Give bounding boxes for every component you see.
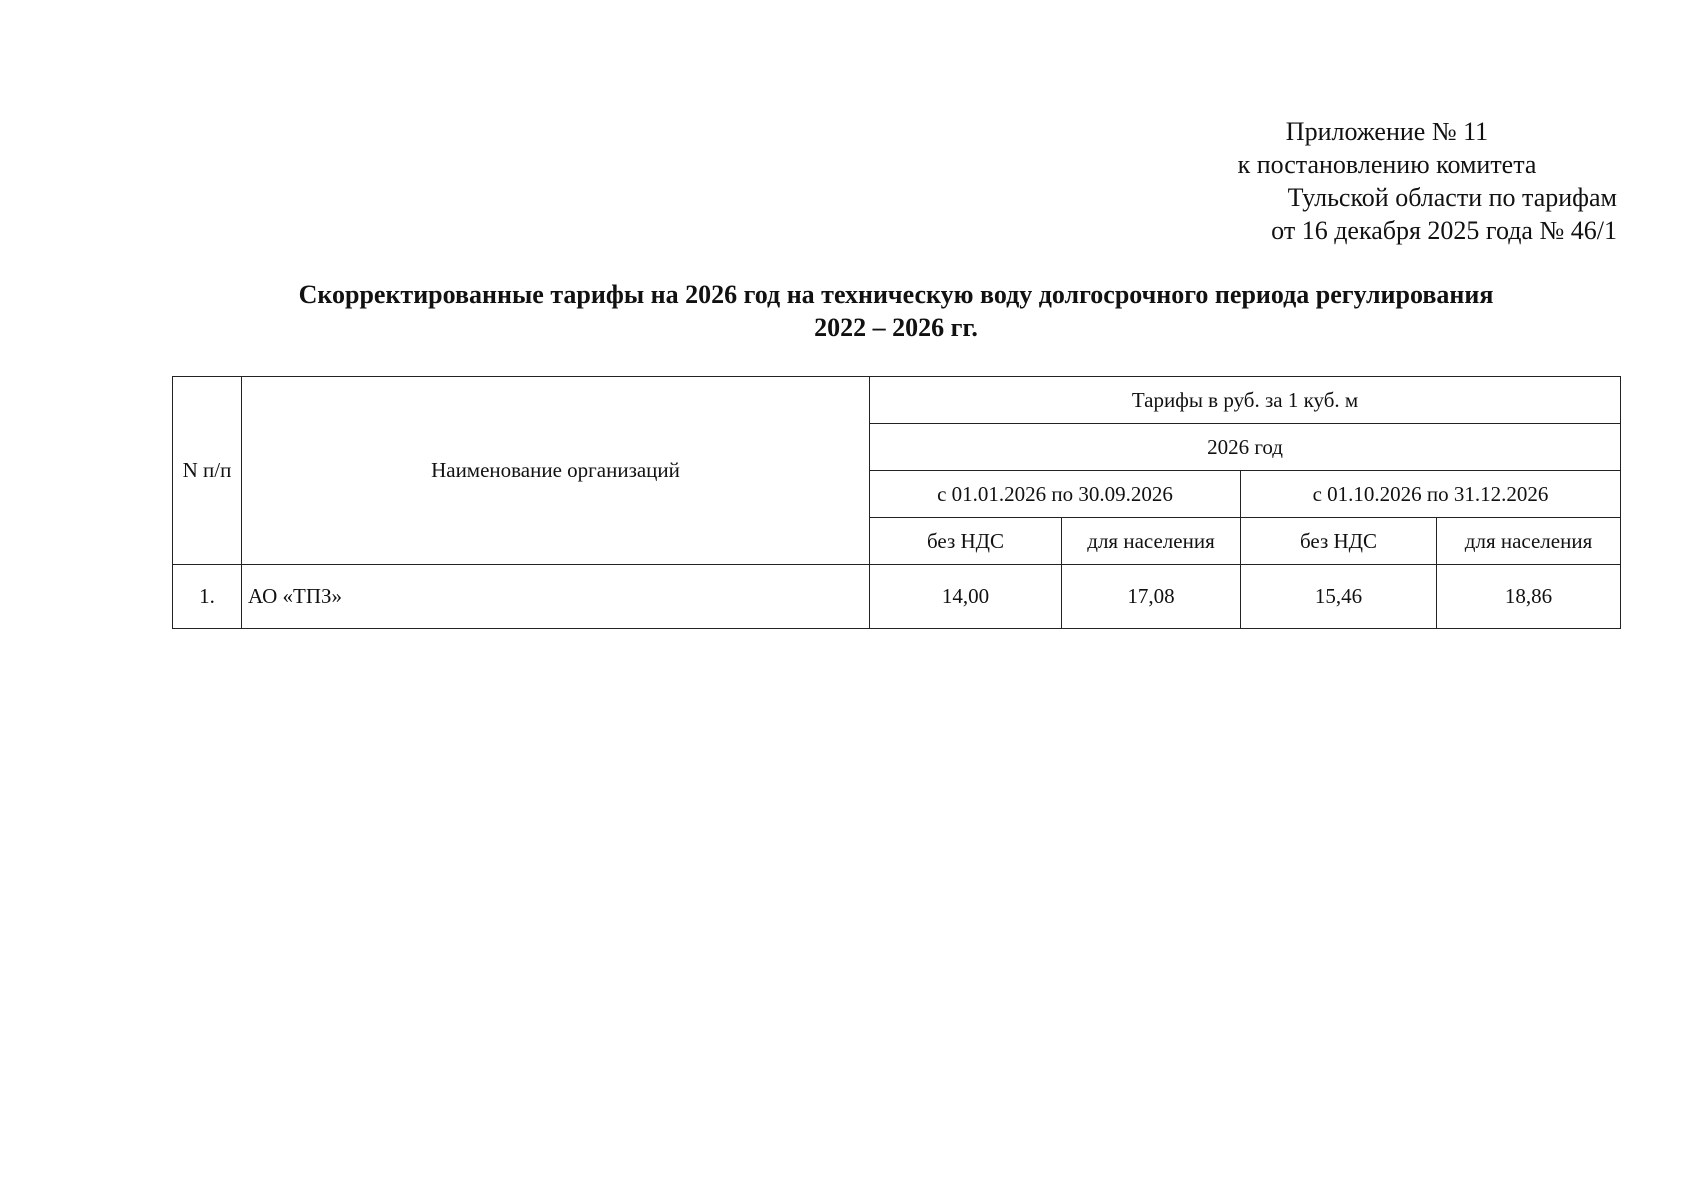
header-p1-population: для населения <box>1062 518 1241 565</box>
appendix-date: от 16 декабря 2025 года № 46/1 <box>1271 216 1617 245</box>
title-line-2: 2022 – 2026 гг. <box>814 313 978 342</box>
header-tariffs: Тарифы в руб. за 1 куб. м <box>870 377 1621 424</box>
table-row <box>173 565 1621 629</box>
row-p1-no-vat: 14,00 <box>870 565 1062 629</box>
appendix-number: Приложение № 11 <box>1285 117 1489 146</box>
row-p1-population: 17,08 <box>1062 565 1241 629</box>
row-num: 1. <box>173 565 242 629</box>
row-p2-no-vat: 15,46 <box>1241 565 1437 629</box>
header-org: Наименование организаций <box>242 377 870 565</box>
row-org: АО «ТПЗ» <box>242 565 870 629</box>
row-p2-population: 18,86 <box>1437 565 1621 629</box>
header-period-1: с 01.01.2026 по 30.09.2026 <box>870 471 1241 518</box>
header-row-1 <box>173 377 1621 424</box>
header-num: N п/п <box>173 377 242 565</box>
appendix-committee: Тульской области по тарифам <box>1287 183 1617 212</box>
appendix-block <box>1157 115 1617 247</box>
header-p2-population: для населения <box>1437 518 1621 565</box>
document-title <box>172 278 1620 344</box>
header-year: 2026 год <box>870 424 1621 471</box>
header-period-2: с 01.10.2026 по 31.12.2026 <box>1241 471 1621 518</box>
appendix-reference: к постановлению комитета <box>1237 150 1537 179</box>
tariffs-table <box>172 376 1621 629</box>
title-line-1: Скорректированные тарифы на 2026 год на техническую воду долгосрочного периода регулирования <box>298 280 1494 309</box>
header-p1-no-vat: без НДС <box>870 518 1062 565</box>
header-p2-no-vat: без НДС <box>1241 518 1437 565</box>
